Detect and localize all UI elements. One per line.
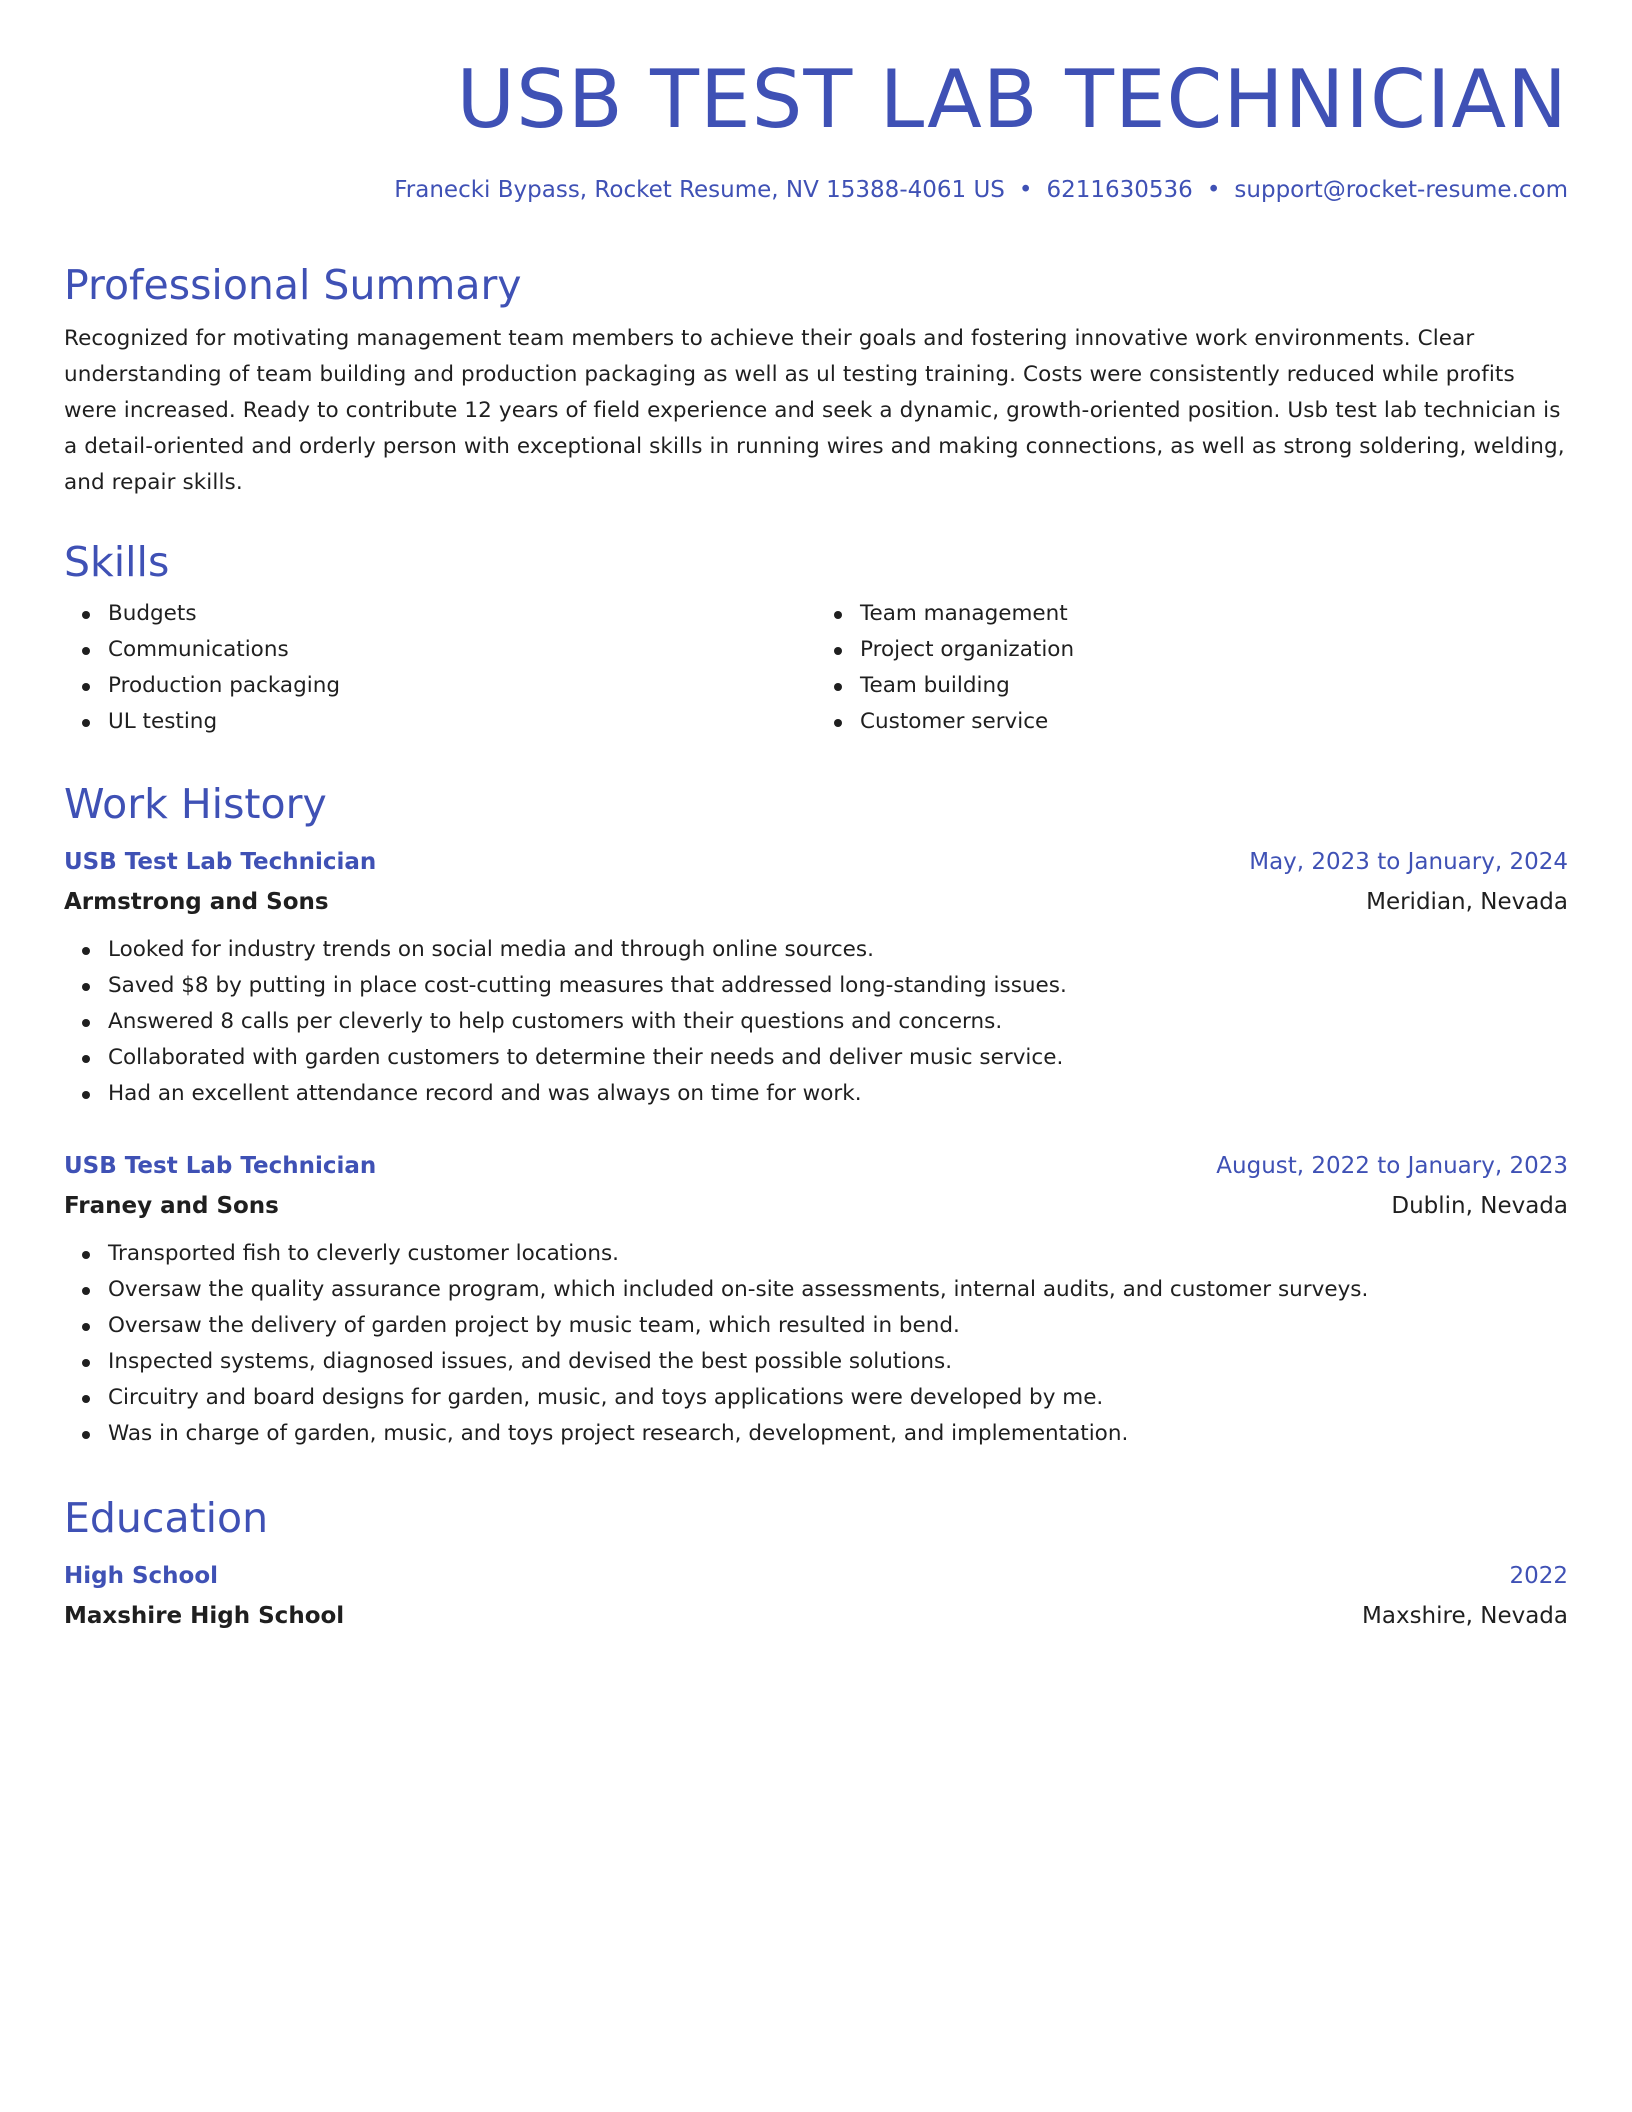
job-bullet: Was in charge of garden, music, and toys project research, development, and implementation. (108, 1416, 1568, 1452)
summary-section (64, 259, 1568, 501)
education-section (64, 1492, 1568, 1544)
skill-item: UL testing (108, 704, 816, 740)
skills-section (64, 536, 1568, 740)
job-entry (64, 842, 1568, 1112)
job-dates: August, 2022 to January, 2023 (1216, 1153, 1568, 1179)
summary-heading: Professional Summary (64, 261, 522, 309)
work-section (64, 778, 1568, 830)
job-bullet: Had an excellent attendance record and was always on time for work. (108, 1076, 1568, 1112)
job-bullet: Inspected systems, diagnosed issues, and devised the best possible solutions. (108, 1344, 1568, 1380)
job-bullets (64, 932, 1568, 1112)
resume-name: USB TEST LAB TECHNICIAN (456, 53, 1568, 146)
job-bullets (64, 1236, 1568, 1452)
education-degree: High School (64, 1563, 219, 1589)
job-company: Franey and Sons (64, 1193, 279, 1219)
job-location: Meridian, Nevada (1366, 889, 1568, 915)
education-header-row (64, 1556, 1568, 1596)
job-company-row (64, 1186, 1568, 1226)
summary-text: Recognized for motivating management team members to achieve their goals and fostering innovative work environments. Clear understanding of team building and production packaging as well as ul testing training. Costs were consistently reduced while profits were increased. Ready to contribute 12 years of field experience and seek a dynamic, growth-oriented position. Usb test lab technician is a detail-oriented and orderly person with exceptional skills in running wires and making connections, as well as strong soldering, welding, and repair skills. (64, 326, 1565, 495)
job-title: USB Test Lab Technician (64, 849, 377, 875)
contact-separator: • (1206, 177, 1221, 203)
skill-item: Team building (860, 668, 1568, 704)
skills-grid (64, 596, 1568, 740)
job-bullet: Answered 8 calls per cleverly to help customers with their questions and concerns. (108, 1004, 1568, 1040)
job-bullet: Transported fish to cleverly customer locations. (108, 1236, 1568, 1272)
skill-item: Budgets (108, 596, 816, 632)
job-bullet: Oversaw the delivery of garden project by music team, which resulted in bend. (108, 1308, 1568, 1344)
skills-heading: Skills (64, 538, 170, 586)
contact-separator: • (1018, 177, 1033, 203)
education-year: 2022 (1509, 1563, 1568, 1589)
job-entry (64, 1146, 1568, 1452)
job-bullet: Looked for industry trends on social media and through online sources. (108, 932, 1568, 968)
contact-line (394, 174, 1568, 206)
skills-list-left (64, 596, 816, 740)
education-school-row (64, 1596, 1568, 1636)
education-heading: Education (64, 1494, 269, 1542)
contact-address: Franecki Bypass, Rocket Resume, NV 15388-4061 US (394, 177, 1005, 203)
job-header-row (64, 842, 1568, 882)
skill-item: Customer service (860, 704, 1568, 740)
skill-item: Project organization (860, 632, 1568, 668)
education-entry (64, 1556, 1568, 1636)
skill-item: Team management (860, 596, 1568, 632)
job-title: USB Test Lab Technician (64, 1153, 377, 1179)
skill-item: Production packaging (108, 668, 816, 704)
education-school: Maxshire High School (64, 1603, 345, 1629)
job-company-row (64, 882, 1568, 922)
job-company: Armstrong and Sons (64, 889, 329, 915)
skills-list-right (816, 596, 1568, 740)
work-heading: Work History (64, 780, 327, 828)
contact-email[interactable]: support@rocket-resume.com (1234, 177, 1568, 203)
education-location: Maxshire, Nevada (1362, 1603, 1568, 1629)
job-location: Dublin, Nevada (1391, 1193, 1568, 1219)
job-bullet: Saved $8 by putting in place cost-cutting measures that addressed long-standing issues. (108, 968, 1568, 1004)
job-header-row (64, 1146, 1568, 1186)
job-bullet: Oversaw the quality assurance program, which included on-site assessments, internal audits, and customer surveys. (108, 1272, 1568, 1308)
skill-item: Communications (108, 632, 816, 668)
contact-phone: 6211630536 (1046, 177, 1193, 203)
job-dates: May, 2023 to January, 2024 (1249, 849, 1568, 875)
job-bullet: Collaborated with garden customers to determine their needs and deliver music service. (108, 1040, 1568, 1076)
job-bullet: Circuitry and board designs for garden, music, and toys applications were developed by me. (108, 1380, 1568, 1416)
